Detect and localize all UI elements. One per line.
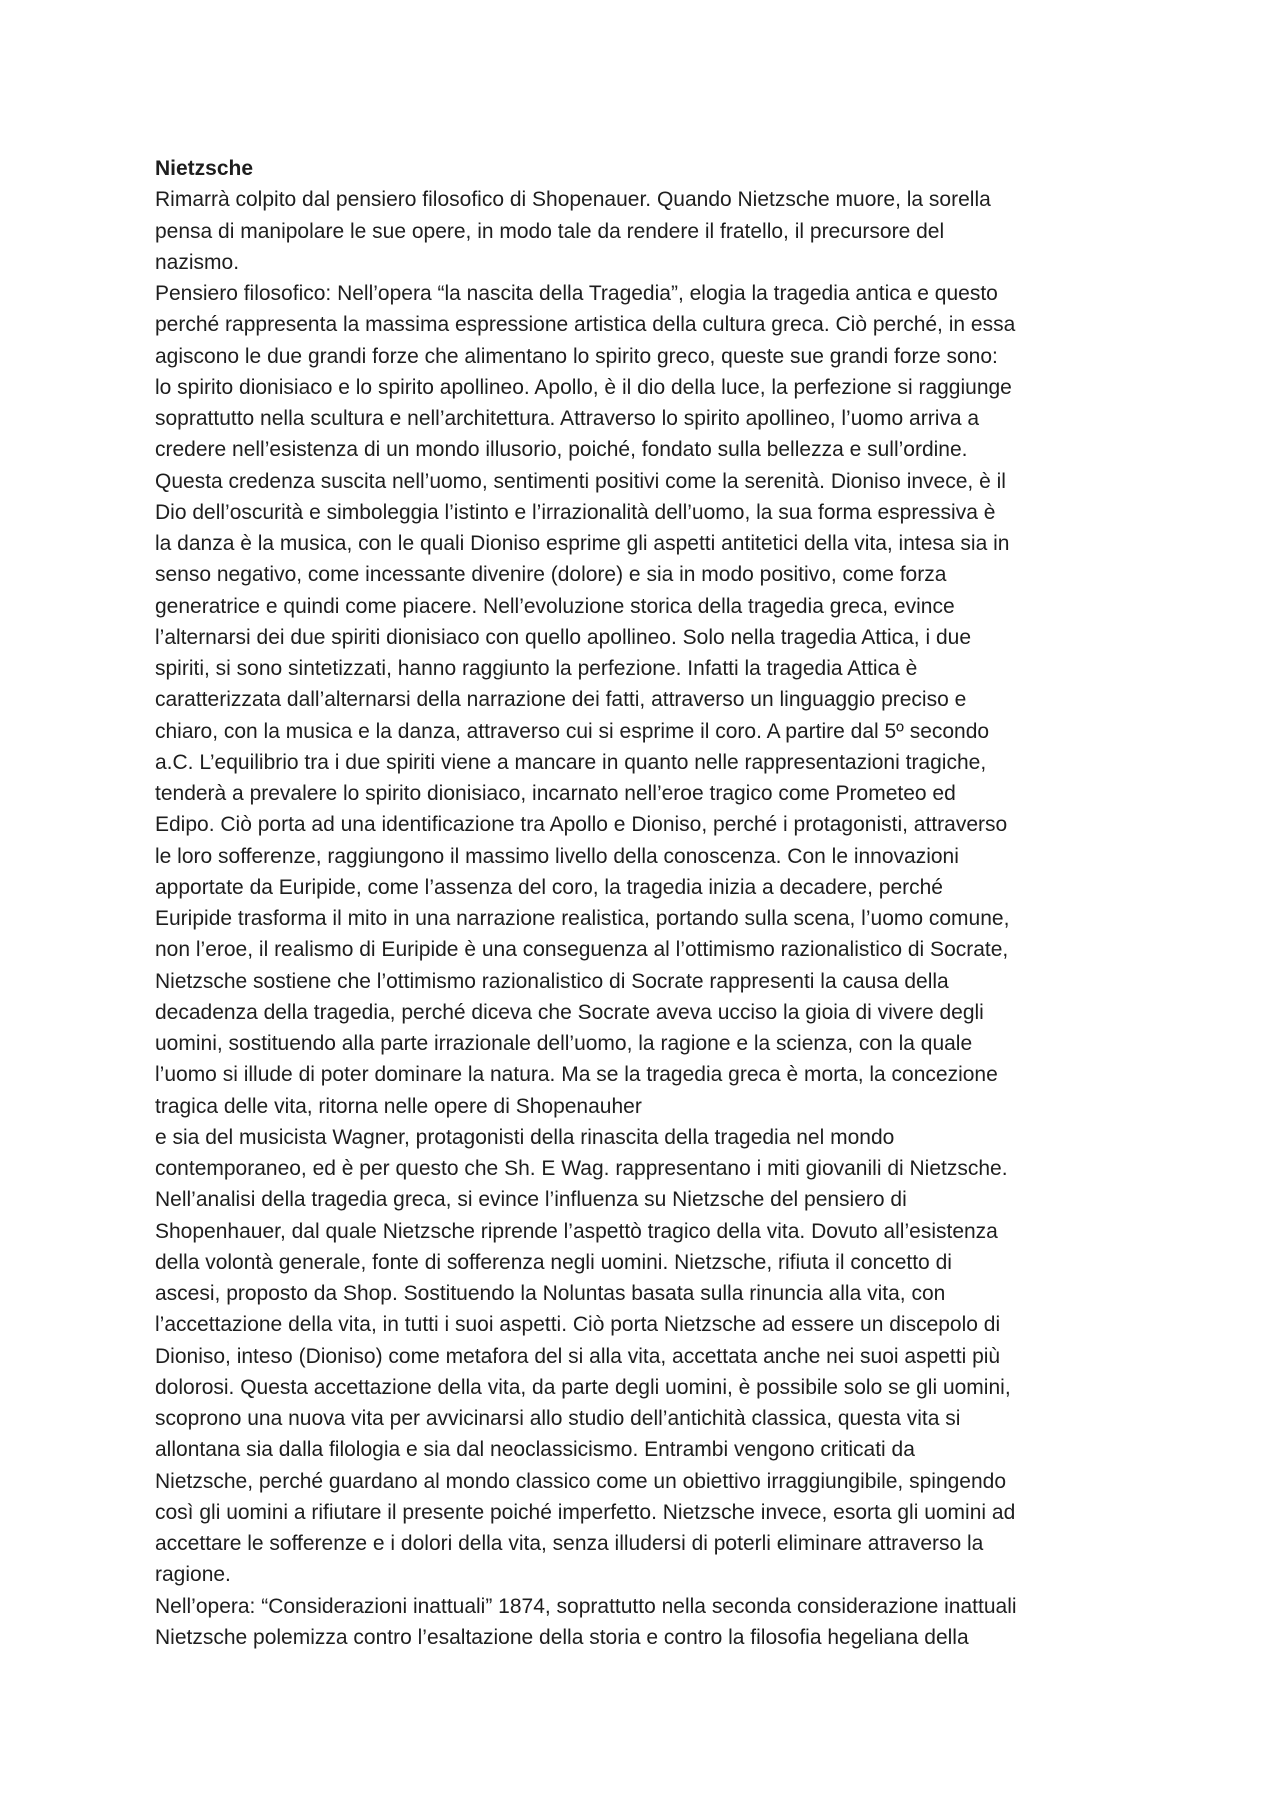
text-line: senso negativo, come incessante divenire (dolore) e sia in modo positivo, come forza: [155, 563, 947, 587]
text-line: Nietzsche sostiene che l’ottimismo razionalistico di Socrate rappresenti la causa della: [155, 969, 949, 993]
text-line: Nell’analisi della tragedia greca, si evince l’influenza su Nietzsche del pensiero di: [155, 1188, 907, 1212]
text-line: apportate da Euripide, come l’assenza del coro, la tragedia inizia a decadere, perché: [155, 875, 943, 899]
text-line: Dio dell’oscurità e simboleggia l’istinto e l’irrazionalità dell’uomo, la sua forma espressiva è: [155, 500, 996, 524]
text-line: Nietzsche, perché guardano al mondo classico come un obiettivo irraggiungibile, spingendo: [155, 1469, 1007, 1493]
text-line: della volontà generale, fonte di sofferenza negli uomini. Nietzsche, rifiuta il concetto di: [155, 1250, 952, 1274]
text-line: caratterizzata dall’alternarsi della narrazione dei fatti, attraverso un linguaggio preciso e: [155, 688, 967, 712]
paragraph: [155, 1591, 1145, 1654]
text-line: lo spirito dionisiaco e lo spirito apollineo. Apollo, è il dio della luce, la perfezione si raggiunge: [155, 375, 1012, 399]
text-line: contemporaneo, ed è per questo che Sh. E Wag. rappresentano i miti giovanili di Nietzsche.: [155, 1157, 1008, 1180]
text-line: uomini, sostituendo alla parte irrazionale dell’uomo, la ragione e la scienza, con la quale: [155, 1032, 973, 1055]
document-title: Nietzsche: [155, 157, 254, 180]
text-line: ascesi, proposto da Shop. Sostituendo la Noluntas basata sulla rinuncia alla vita, con: [155, 1282, 946, 1305]
text-line: soprattutto nella scultura e nell’architettura. Attraverso lo spirito apollineo, l’uomo arriva a: [155, 407, 980, 430]
text-line: non l’eroe, il realismo di Euripide è una conseguenza al l’ottimismo razionalistico di Socrate,: [155, 938, 1009, 962]
text-line: a.C. L’equilibrio tra i due spiriti viene a mancare in quanto nelle rappresentazioni tragiche,: [155, 750, 987, 774]
text-line: decadenza della tragedia, perché diceva che Socrate aveva ucciso la gioia di vivere degli: [155, 1000, 984, 1024]
text-line: generatrice e quindi come piacere. Nell’evoluzione storica della tragedia greca, evince: [155, 594, 955, 618]
paragraphs-container: [155, 184, 1145, 1653]
text-line: Pensiero filosofico: Nell’opera “la nascita della Tragedia”, elogia la tragedia antica e questo: [155, 282, 998, 305]
text-line: perché rappresenta la massima espressione artistica della cultura greca. Ciò perché, in essa: [155, 313, 1016, 337]
text-line: Rimarrà colpito dal pensiero filosofico di Shopenauer. Quando Nietzsche muore, la sorella: [155, 188, 991, 212]
text-line: Nell’opera: “Considerazioni inattuali” 1874, soprattutto nella seconda considerazione inattuali: [155, 1594, 1017, 1618]
text-line: pensa di manipolare le sue opere, in modo tale da rendere il fratello, il precursore del: [155, 219, 945, 243]
text-line: così gli uomini a rifiutare il presente poiché imperfetto. Nietzsche invece, esorta gli uomini ad: [155, 1500, 1016, 1524]
text-line: tragica delle vita, ritorna nelle opere di Shopenauher: [155, 1094, 642, 1118]
text-line: e sia del musicista Wagner, protagonisti della rinascita della tragedia nel mondo: [155, 1125, 895, 1149]
text-line: l’uomo si illude di poter dominare la natura. Ma se la tragedia greca è morta, la concezione: [155, 1063, 998, 1087]
text-line: nazismo.: [155, 250, 240, 274]
text-line: le loro sofferenze, raggiungono il massimo livello della conoscenza. Con le innovazioni: [155, 844, 959, 868]
text-line: ragione.: [155, 1563, 231, 1587]
text-line: Nietzsche polemizza contro l’esaltazione della storia e contro la filosofia hegeliana della: [155, 1625, 969, 1649]
paragraph: [155, 184, 1145, 278]
text-line: spiriti, si sono sintetizzati, hanno raggiunto la perfezione. Infatti la tragedia Attica è: [155, 657, 918, 680]
text-line: accettare le sofferenze e i dolori della vita, senza illudersi di poterli eliminare attraverso la: [155, 1532, 984, 1555]
text-line: Edipo. Ciò porta ad una identificazione tra Apollo e Dioniso, perché i protagonisti, attraverso: [155, 813, 1008, 837]
text-line: credere nell’esistenza di un mondo illusorio, poiché, fondato sulla bellezza e sull’ordine.: [155, 438, 968, 462]
document-body: [155, 153, 1145, 1653]
text-line: Euripide trasforma il mito in una narrazione realistica, portando sulla scena, l’uomo comune,: [155, 907, 1010, 930]
text-line: l’alternarsi dei due spiriti dionisiaco con quello apollineo. Solo nella tragedia Attica, i due: [155, 625, 972, 649]
paragraph: [155, 278, 1145, 1122]
text-line: dolorosi. Questa accettazione della vita, da parte degli uomini, è possibile solo se gli uomini,: [155, 1375, 1011, 1399]
text-line: chiaro, con la musica e la danza, attraverso cui si esprime il coro. A partire dal 5º secondo: [155, 719, 990, 743]
text-line: Questa credenza suscita nell’uomo, sentimenti positivi come la serenità. Dioniso invece, è il: [155, 469, 1006, 493]
text-line: agiscono le due grandi forze che alimentano lo spirito greco, queste sue grandi forze sono:: [155, 344, 998, 368]
text-line: Shopenhauer, dal quale Nietzsche riprende l’aspettò tragico della vita. Dovuto all’esistenza: [155, 1219, 998, 1243]
text-line: scoprono una nuova vita per avvicinarsi allo studio dell’antichità classica, questa vita si: [155, 1407, 961, 1430]
paragraph: [155, 1122, 1145, 1591]
text-line: tenderà a prevalere lo spirito dionisiaco, incarnato nell’eroe tragico come Prometeo ed: [155, 782, 956, 805]
text-line: l’accettazione della vita, in tutti i suoi aspetti. Ciò porta Nietzsche ad essere un discepolo di: [155, 1313, 1001, 1337]
text-line: la danza è la musica, con le quali Dioniso esprime gli aspetti antitetici della vita, intesa sia in: [155, 532, 1010, 555]
text-line: allontana sia dalla filologia e sia dal neoclassicismo. Entrambi vengono criticati da: [155, 1438, 915, 1462]
text-line: Dioniso, inteso (Dioniso) come metafora del si alla vita, accettata anche nei suoi aspetti più: [155, 1344, 1001, 1368]
